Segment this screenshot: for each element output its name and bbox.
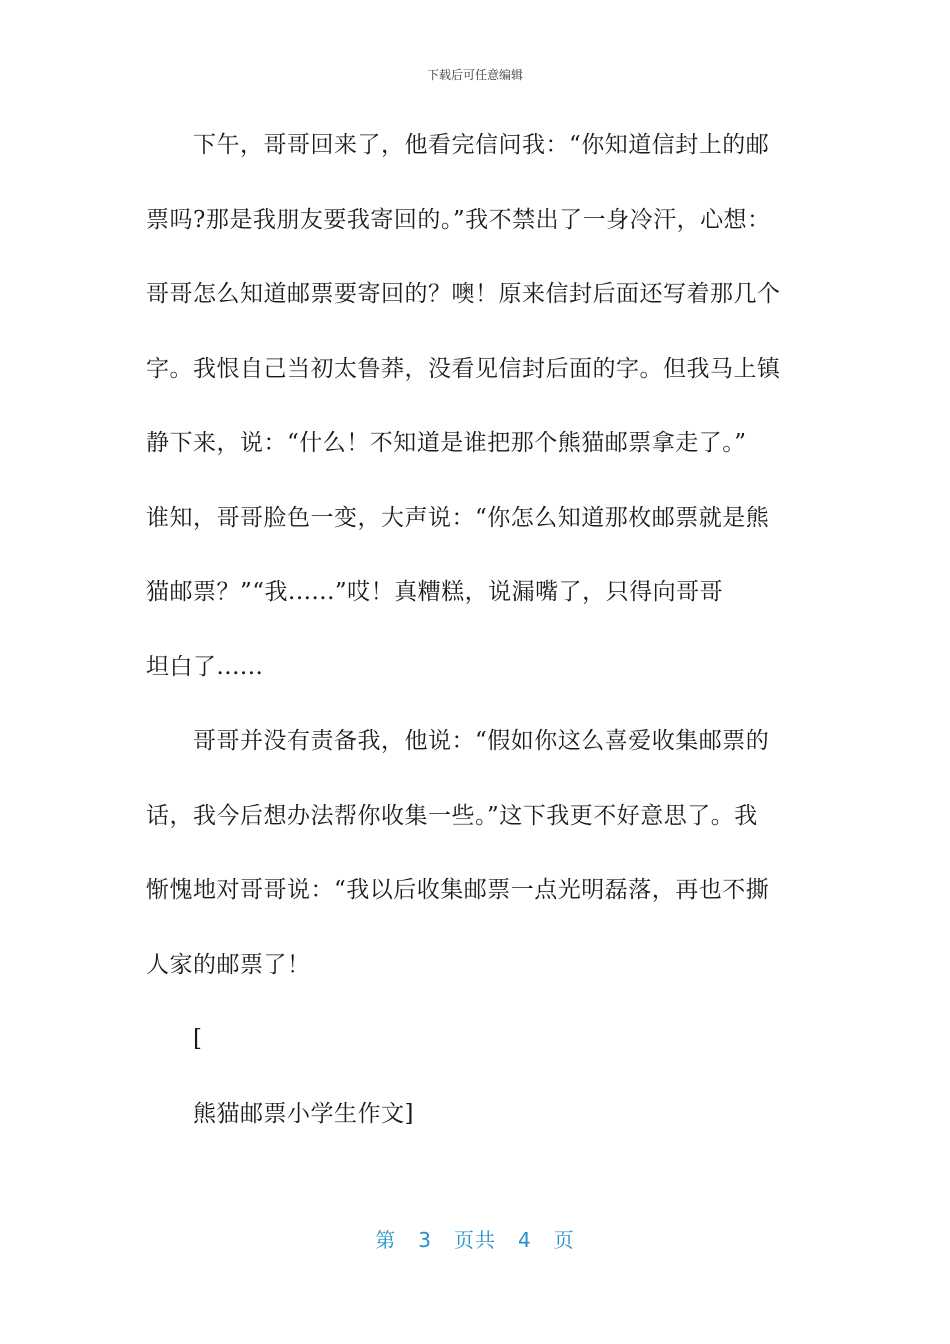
text-line: 谁知，哥哥脸色一变，大声说：“你怎么知道那枚邮票就是熊 — [146, 504, 770, 531]
text-line: 哥哥并没有责备我，他说：“假如你这么喜爱收集邮票的 — [193, 728, 770, 754]
text-line: 坦白了...... — [146, 653, 264, 680]
text-line: [ — [193, 1026, 203, 1052]
text-line: 惭愧地对哥哥说：“我以后收集邮票一点光明磊落，再也不撕 — [146, 877, 770, 903]
text-line: 字。我恨自己当初太鲁莽，没看见信封后面的字。但我马上镇 — [146, 355, 781, 382]
text-line: 人家的邮票了！ — [146, 951, 311, 978]
text-line: 猫邮票？”“我......”哎！真糟糕，说漏嘴了，只得向哥哥 — [146, 579, 724, 605]
text-line: 静下来，说：“什么！不知道是谁把那个熊猫邮票拿走了。” — [146, 430, 747, 456]
document-body — [146, 122, 791, 1165]
text-line: 下午，哥哥回来了，他看完信问我：“你知道信封上的邮 — [193, 132, 770, 158]
text-line: 哥哥怎么知道邮票要寄回的？噢！原来信封后面还写着那几个 — [146, 281, 781, 307]
text-line: 话，我今后想办法帮你收集一些。”这下我更不好意思了。我 — [146, 802, 758, 829]
text-line: 票吗?那是我朋友要我寄回的。”我不禁出了一身冷汗，心想： — [146, 206, 771, 233]
page-label-prefix: 第 — [375, 1228, 397, 1252]
page-label-suffix: 页 — [553, 1228, 575, 1252]
header-note: 下载后可任意编辑 — [426, 68, 523, 82]
page-label-mid: 页共 — [454, 1228, 496, 1252]
page-number — [0, 1224, 950, 1253]
current-page: 3 — [418, 1228, 432, 1252]
total-pages: 4 — [518, 1228, 532, 1252]
text-line: 熊猫邮票小学生作文] — [193, 1100, 414, 1127]
